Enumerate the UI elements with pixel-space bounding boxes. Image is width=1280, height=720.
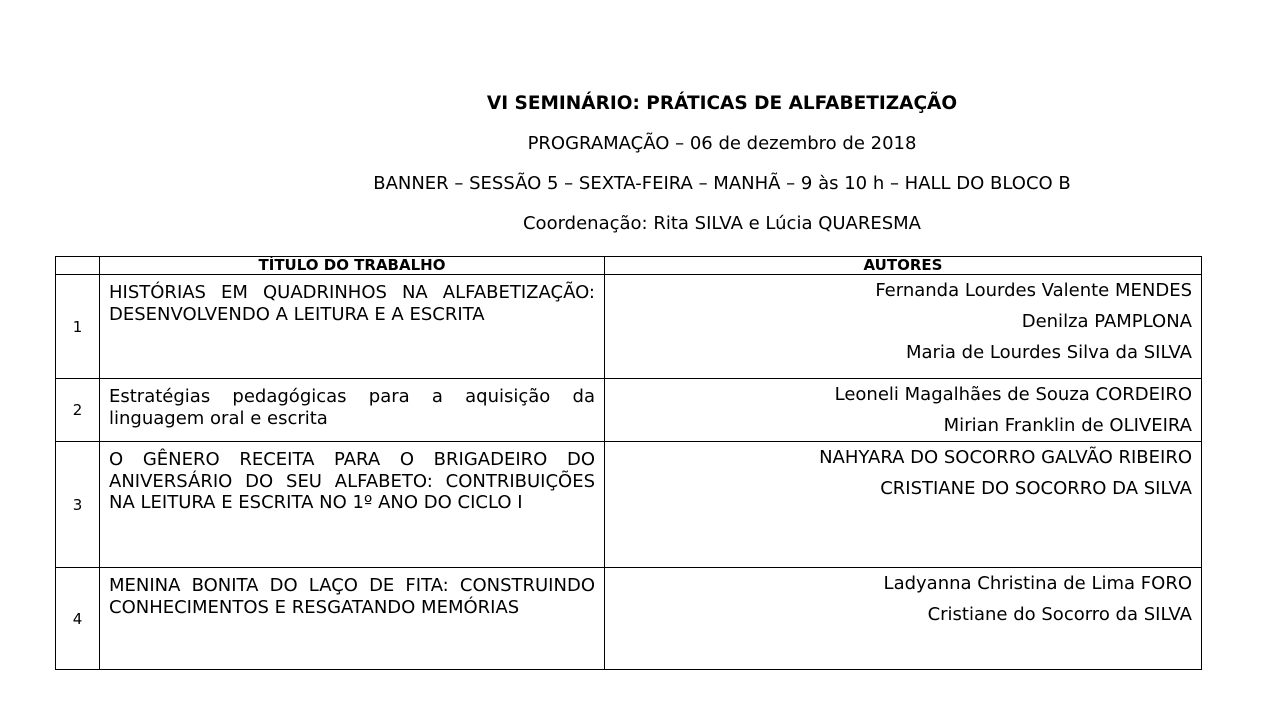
author-name: Leoneli Magalhães de Souza CORDEIRO [834,384,1192,405]
number-column-header [56,257,100,275]
coordination-info: Coordenação: Rita SILVA e Lúcia QUARESMA [522,213,921,234]
authors-cell [605,275,1202,379]
document-title: VI SEMINÁRIO: PRÁTICAS DE ALFABETIZAÇÃO [486,93,958,114]
authors-cell [605,442,1202,568]
authors-column-header: AUTORES [605,257,1202,275]
author-name: Fernanda Lourdes Valente MENDES [875,280,1192,301]
authors-cell [605,568,1202,670]
row-number: 1 [56,275,100,379]
row-number: 3 [56,442,100,568]
session-info: BANNER – SESSÃO 5 – SEXTA-FEIRA – MANHÃ – 9 às 10 h – HALL DO BLOCO B [373,173,1071,194]
table-row [56,379,1202,442]
author-name: Mirian Franklin de OLIVEIRA [943,415,1192,436]
work-title: MENINA BONITA DO LAÇO DE FITA: CONSTRUINDO CONHECIMENTOS E RESGATANDO MEMÓRIAS [100,568,605,670]
table-header-row [56,257,1202,275]
author-name: CRISTIANE DO SOCORRO DA SILVA [880,478,1192,499]
document-subtitle: PROGRAMAÇÃO – 06 de dezembro de 2018 [527,133,917,154]
author-name: Maria de Lourdes Silva da SILVA [905,342,1192,363]
table-row [56,275,1202,379]
table-row [56,442,1202,568]
row-number: 2 [56,379,100,442]
authors-cell [605,379,1202,442]
work-title: O GÊNERO RECEITA PARA O BRIGADEIRO DO ANIVERSÁRIO DO SEU ALFABETO: CONTRIBUIÇÕES NA LEITURA E ESCRITA NO 1º ANO DO CICLO I [100,442,605,568]
row-number: 4 [56,568,100,670]
program-table [55,256,1202,670]
author-name: NAHYARA DO SOCORRO GALVÃO RIBEIRO [819,447,1192,468]
title-column-header: TÍTULO DO TRABALHO [100,257,605,275]
author-name: Cristiane do Socorro da SILVA [927,604,1192,625]
table-row [56,568,1202,670]
author-name: Denilza PAMPLONA [1021,311,1192,332]
work-title: Estratégias pedagógicas para a aquisição da linguagem oral e escrita [100,379,605,442]
author-name: Ladyanna Christina de Lima FORO [883,573,1192,594]
work-title: HISTÓRIAS EM QUADRINHOS NA ALFABETIZAÇÃO: DESENVOLVENDO A LEITURA E A ESCRITA [100,275,605,379]
